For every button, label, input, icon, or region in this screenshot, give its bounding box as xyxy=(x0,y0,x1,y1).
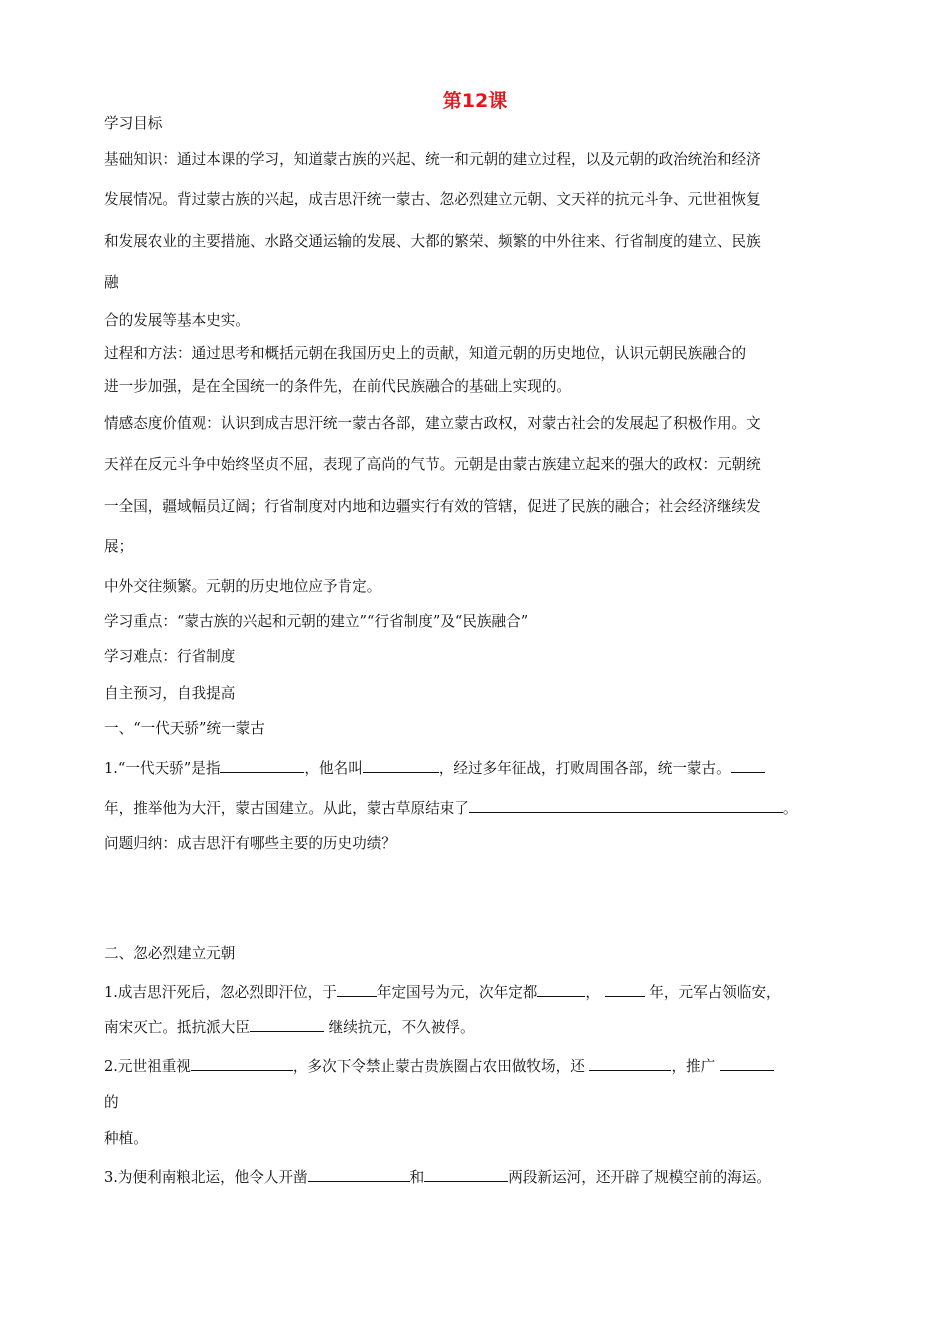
paragraph-line: 发展情况。背过蒙古族的兴起，成吉思汗统一蒙古、忽必烈建立元朝、文天祥的抗元斗争、元世祖恢复 xyxy=(104,191,761,208)
answer-blank[interactable] xyxy=(191,1055,293,1071)
question-line: 南宋灭亡。抵抗派大臣 继续抗元，不久被俘。 xyxy=(104,1016,475,1036)
section-heading: 一、“一代天骄”统一蒙古 xyxy=(104,720,265,737)
question-line: 1.成吉思汗死后，忽必烈即汗位，于 年定国号为元，次年定都 ， 年，元军占领临安， xyxy=(104,981,781,1001)
question-line: 1.“一代天骄”是指 ，他名叫 ，经过多年征战，打败周围各部，统一蒙古。 xyxy=(104,757,765,777)
paragraph-line: 天祥在反元斗争中始终坚贞不屈，表现了高尚的气节。元朝是由蒙古族建立起来的强大的政权：元朝统 xyxy=(104,456,761,473)
question-line: 3.为便利南粮北运，他令人开凿 和 两段新运河，还开辟了规模空前的海运。 xyxy=(104,1166,771,1186)
paragraph-line: 过程和方法：通过思考和概括元朝在我国历史上的贡献，知道元朝的历史地位，认识元朝民族融合的 xyxy=(104,345,747,362)
answer-blank[interactable] xyxy=(250,1016,324,1032)
paragraph-line: 基础知识：通过本课的学习，知道蒙古族的兴起、统一和元朝的建立过程，以及元朝的政治统治和经济 xyxy=(104,151,761,168)
paragraph-line: 和发展农业的主要措施、水路交通运输的发展、大都的繁荣、频繁的中外往来、行省制度的建立、民族 xyxy=(104,233,761,250)
question-line: 种植。 xyxy=(104,1130,148,1147)
question-line: 的 xyxy=(104,1094,119,1111)
section-heading: 自主预习，自我提高 xyxy=(104,685,236,702)
section-heading: 二、忽必烈建立元朝 xyxy=(104,945,236,962)
section-heading: 学习目标 xyxy=(104,115,163,132)
answer-blank[interactable] xyxy=(220,757,304,773)
paragraph-line: 情感态度价值观：认识到成吉思汗统一蒙古各部，建立蒙古政权，对蒙古社会的发展起了积极作用。文 xyxy=(104,415,761,432)
answer-blank[interactable] xyxy=(337,981,377,997)
answer-blank[interactable] xyxy=(589,1055,671,1071)
paragraph-line: 进一步加强，是在全国统一的条件先，在前代民族融合的基础上实现的。 xyxy=(104,378,572,395)
paragraph-line: 融 xyxy=(104,274,119,291)
paragraph-line: 一全国，疆域幅员辽阔；行省制度对内地和边疆实行有效的管辖，促进了民族的融合；社会经济继续发 xyxy=(104,498,761,515)
difficult-points: 学习难点：行省制度 xyxy=(104,648,236,665)
answer-blank[interactable] xyxy=(605,981,645,997)
paragraph-line: 展； xyxy=(104,538,134,555)
answer-blank[interactable] xyxy=(308,1166,410,1182)
page-title: 第12课 xyxy=(442,90,508,112)
answer-blank[interactable] xyxy=(469,797,783,813)
answer-blank[interactable] xyxy=(363,757,439,773)
question-summary: 问题归纳：成吉思汗有哪些主要的历史功绩？ xyxy=(104,835,396,852)
answer-blank[interactable] xyxy=(537,981,585,997)
answer-blank[interactable] xyxy=(424,1166,508,1182)
answer-blank[interactable] xyxy=(720,1055,774,1071)
answer-blank[interactable] xyxy=(731,757,765,773)
question-line: 年，推举他为大汗，蒙古国建立。从此，蒙古草原结束了 。 xyxy=(104,797,797,817)
key-points: 学习重点：“蒙古族的兴起和元朝的建立”“行省制度”及“民族融合” xyxy=(104,613,529,630)
question-line: 2.元世祖重视 ，多次下令禁止蒙古贵族圈占农田做牧场，还 ，推广 xyxy=(104,1055,774,1075)
paragraph-line: 中外交往频繁。元朝的历史地位应予肯定。 xyxy=(104,578,382,595)
paragraph-line: 合的发展等基本史实。 xyxy=(104,312,250,329)
